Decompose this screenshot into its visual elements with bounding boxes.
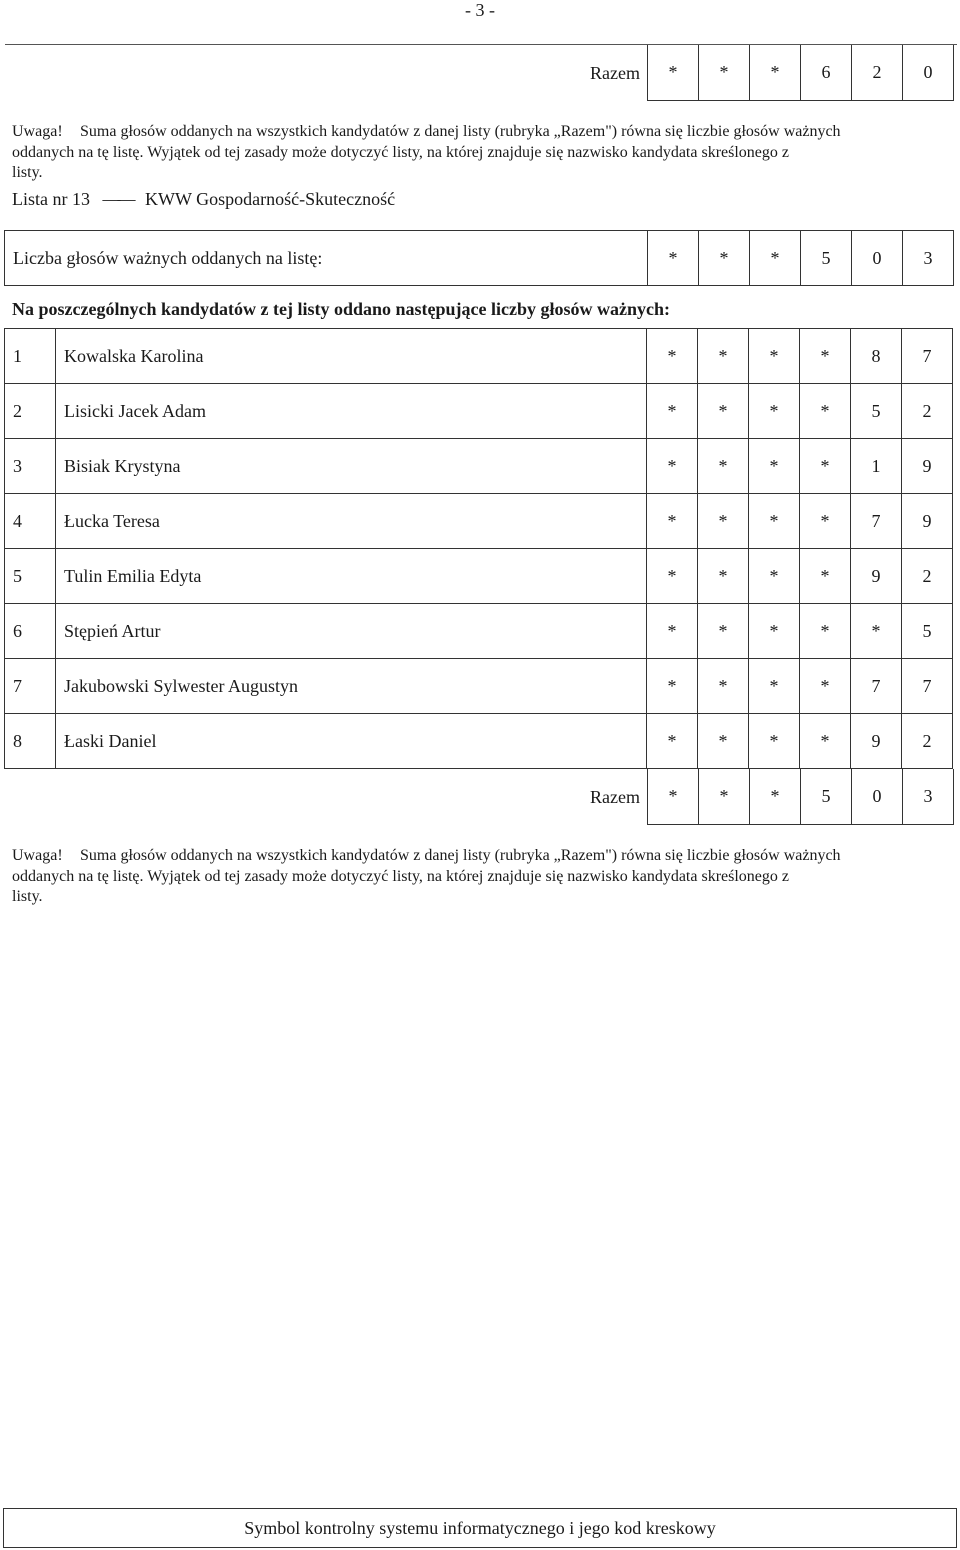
candidate-row — [5, 494, 957, 550]
candidate-name: Bisiak Krystyna — [55, 438, 647, 494]
candidate-vote-digit: 5 — [850, 383, 902, 439]
valid-votes-digit: 5 — [800, 230, 852, 286]
list-label: Lista nr — [12, 189, 68, 209]
candidate-vote-digit: * — [646, 493, 698, 549]
candidate-name: Łaski Daniel — [55, 713, 647, 769]
note-bottom-line2: oddanych na tę listę. Wyjątek od tej zasady może dotyczyć listy, na której znajduje się nazwisko kandydata skreślonego z — [12, 867, 790, 885]
valid-votes-digit: * — [647, 230, 699, 286]
valid-votes-digit: * — [698, 230, 750, 286]
candidate-vote-digit: 2 — [901, 383, 953, 439]
candidate-vote-digit: * — [697, 713, 749, 769]
candidate-vote-digit: * — [799, 438, 851, 494]
candidate-vote-digit: * — [646, 383, 698, 439]
candidate-name: Jakubowski Sylwester Augustyn — [55, 658, 647, 714]
candidate-vote-digit: * — [646, 548, 698, 604]
top-total-label: Razem — [590, 62, 640, 83]
candidate-name: Stępień Artur — [55, 603, 647, 659]
top-total-digit: 0 — [902, 45, 954, 101]
list-total-digit: 5 — [800, 769, 852, 825]
candidate-number: 1 — [4, 328, 56, 384]
candidate-name: Łucka Teresa — [55, 493, 647, 549]
candidate-vote-digit: * — [799, 328, 851, 384]
candidate-vote-digit: 2 — [901, 713, 953, 769]
candidate-vote-digit: 7 — [850, 658, 902, 714]
candidate-number: 6 — [4, 603, 56, 659]
note-bottom-line1: Suma głosów oddanych na wszystkich kandydatów z danej listy (rubryka „Razem") równa się liczbie głosów ważnych — [80, 847, 841, 864]
list-total-digit: * — [647, 769, 699, 825]
candidate-name: Kowalska Karolina — [55, 328, 647, 384]
candidate-vote-digit: 7 — [901, 328, 953, 384]
candidate-vote-digit: * — [697, 603, 749, 659]
candidate-vote-digit: * — [748, 328, 800, 384]
candidate-vote-digit: * — [697, 548, 749, 604]
list-total-digit: 3 — [902, 769, 954, 825]
candidate-vote-digit: 9 — [901, 438, 953, 494]
candidate-vote-digit: * — [697, 658, 749, 714]
note-top-line1: Suma głosów oddanych na wszystkich kandydatów z danej listy (rubryka „Razem") równa się liczbie głosów ważnych — [80, 123, 841, 140]
note-bottom-line3: listy. — [12, 888, 43, 905]
candidate-vote-digit: * — [748, 548, 800, 604]
note-top-label: Uwaga! — [12, 123, 63, 140]
valid-votes-digit: 3 — [902, 230, 954, 286]
candidate-row — [5, 604, 957, 660]
list-dash: —— — [102, 189, 133, 209]
candidate-number: 4 — [4, 493, 56, 549]
list-total-digit: * — [698, 769, 750, 825]
note-top-line2: oddanych na tę listę. Wyjątek od tej zasady może dotyczyć listy, na której znajduje się nazwisko kandydata skreślonego z — [12, 143, 790, 161]
candidate-row — [5, 549, 957, 605]
note-top — [12, 122, 950, 184]
top-total-digit: 2 — [851, 45, 903, 101]
top-total-digit: 6 — [800, 45, 852, 101]
note-bottom-label: Uwaga! — [12, 847, 63, 864]
candidate-vote-digit: 8 — [850, 328, 902, 384]
candidates-heading: Na poszczególnych kandydatów z tej listy oddano następujące liczby głosów ważnych: — [12, 299, 671, 319]
candidate-vote-digit: * — [799, 548, 851, 604]
candidate-vote-digit: * — [748, 713, 800, 769]
candidate-vote-digit: * — [799, 493, 851, 549]
candidate-vote-digit: * — [799, 713, 851, 769]
candidate-number: 3 — [4, 438, 56, 494]
candidate-vote-digit: 9 — [850, 548, 902, 604]
top-total-digit: * — [749, 45, 801, 101]
candidate-vote-digit: 5 — [901, 603, 953, 659]
candidate-vote-digit: * — [850, 603, 902, 659]
candidate-row — [5, 439, 957, 495]
list-total-row — [5, 770, 957, 826]
valid-votes-row — [5, 231, 957, 287]
candidate-vote-digit: * — [748, 603, 800, 659]
candidate-vote-digit: * — [646, 438, 698, 494]
note-top-line3: listy. — [12, 164, 43, 181]
list-total-label: Razem — [590, 786, 640, 807]
footer-box — [3, 1508, 957, 1548]
top-total-digit: * — [698, 45, 750, 101]
list-heading — [12, 189, 395, 210]
candidate-row — [5, 329, 957, 385]
footer-text: Symbol kontrolny systemu informatycznego i jego kod kreskowy — [244, 1517, 716, 1538]
list-total-digit: 0 — [851, 769, 903, 825]
candidate-number: 7 — [4, 658, 56, 714]
candidate-row — [5, 384, 957, 440]
page-number: - 3 - — [465, 0, 495, 20]
top-total-digit: * — [647, 45, 699, 101]
candidate-vote-digit: * — [748, 438, 800, 494]
top-total-row — [5, 46, 957, 102]
candidate-number: 8 — [4, 713, 56, 769]
list-total-digit: * — [749, 769, 801, 825]
candidate-vote-digit: * — [646, 713, 698, 769]
candidate-vote-digit: 9 — [850, 713, 902, 769]
candidate-vote-digit: * — [646, 328, 698, 384]
valid-votes-label: Liczba głosów ważnych oddanych na listę: — [4, 230, 648, 286]
candidate-vote-digit: * — [646, 658, 698, 714]
candidate-vote-digit: * — [748, 493, 800, 549]
candidate-row — [5, 659, 957, 715]
list-number: 13 — [72, 189, 90, 209]
candidate-name: Tulin Emilia Edyta — [55, 548, 647, 604]
note-bottom — [12, 846, 950, 908]
candidate-number: 5 — [4, 548, 56, 604]
list-name: KWW Gospodarność-Skuteczność — [145, 189, 396, 209]
candidate-vote-digit: * — [646, 603, 698, 659]
candidate-vote-digit: 9 — [901, 493, 953, 549]
candidate-vote-digit: 1 — [850, 438, 902, 494]
candidate-name: Lisicki Jacek Adam — [55, 383, 647, 439]
candidate-row — [5, 714, 957, 770]
candidate-vote-digit: * — [697, 328, 749, 384]
candidate-vote-digit: * — [748, 658, 800, 714]
valid-votes-digit: * — [749, 230, 801, 286]
candidate-vote-digit: 2 — [901, 548, 953, 604]
candidate-vote-digit: 7 — [850, 493, 902, 549]
candidate-vote-digit: * — [748, 383, 800, 439]
candidate-vote-digit: * — [799, 658, 851, 714]
candidate-vote-digit: * — [697, 493, 749, 549]
candidate-vote-digit: * — [799, 603, 851, 659]
candidate-vote-digit: * — [697, 438, 749, 494]
valid-votes-digit: 0 — [851, 230, 903, 286]
candidate-vote-digit: * — [799, 383, 851, 439]
candidate-vote-digit: 7 — [901, 658, 953, 714]
candidate-number: 2 — [4, 383, 56, 439]
candidate-vote-digit: * — [697, 383, 749, 439]
